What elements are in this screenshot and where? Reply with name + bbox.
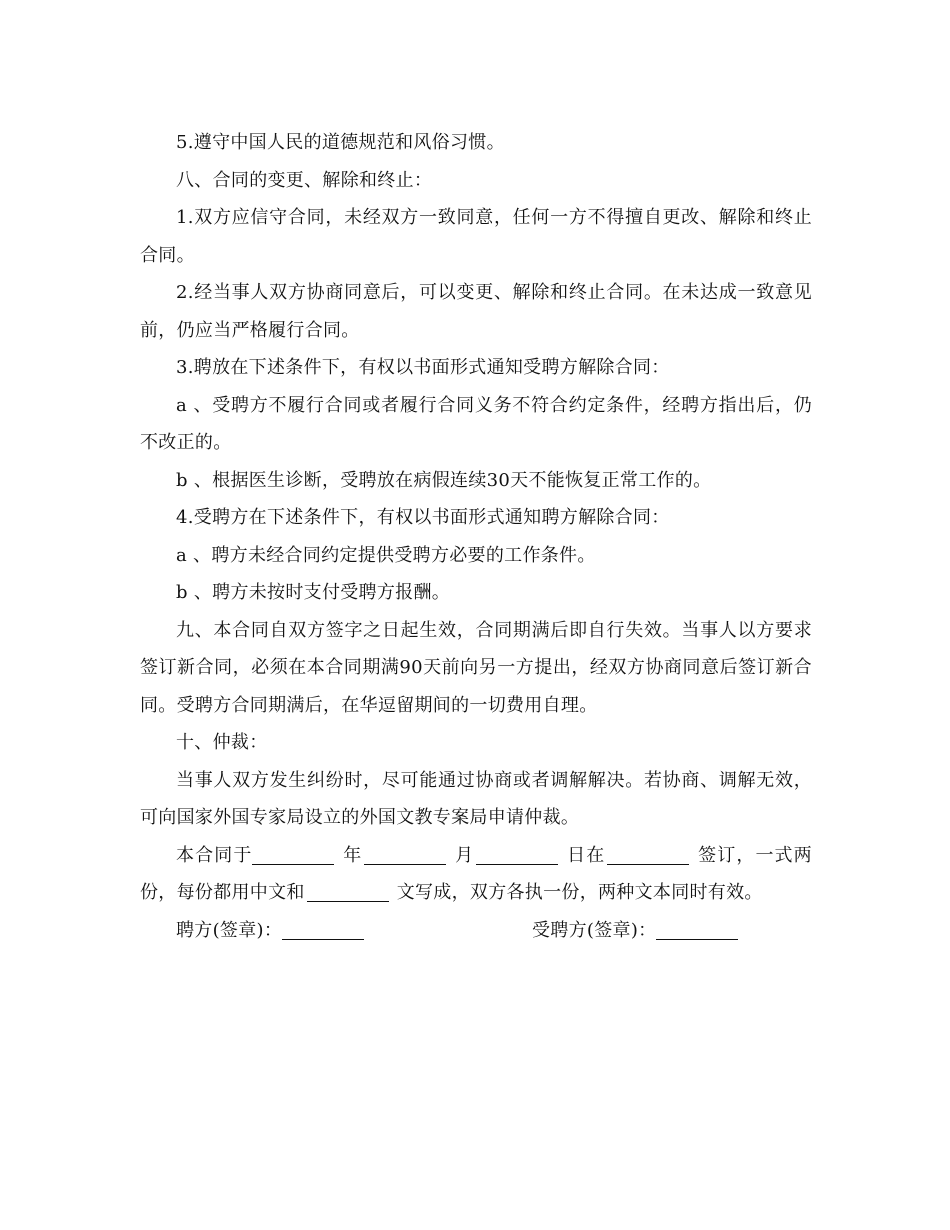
employer-signature [176,920,372,941]
section-heading-10: 十、仲裁： [176,732,268,753]
paragraph-clause-8-3-b: b 、根据医生诊断，受聘放在病假连续30天不能恢复正常工作的。 [176,469,712,491]
paragraph-arbitration: 当事人双方发生纠纷时，尽可能通过协商或者调解解决。若协商、调解无效，可向国家外国专家局设立的外国文教专案局申请仲裁。 [140,769,812,828]
year-blank [252,842,334,865]
employer-signature-blank [282,917,364,940]
section-heading-8: 八、合同的变更、解除和终止： [176,169,433,191]
month-blank [364,842,446,865]
place-blank [607,842,689,865]
closing-day-label: 日在 [566,844,606,866]
employee-signature-blank [656,917,738,940]
paragraph-clause-8-2: 2.经当事人双方协商同意后，可以变更、解除和终止合同。在未达成一致意见前，仍应当严格履行合同。 [140,282,812,341]
paragraph-clause-8-3-a: a 、受聘方不履行合同或者履行合同义务不符合约定条件，经聘方指出后，仍不改正的。 [140,394,812,453]
closing-month-label: 月 [454,844,475,866]
day-blank [476,842,558,865]
employee-signature [532,912,746,950]
closing-signed-text: 签订，一式两份，每份都用中文和 [140,844,812,903]
closing-prefix: 本合同于 [176,844,253,866]
employer-signature-label: 聘方(签章)： [176,919,283,941]
language-blank [307,879,389,902]
closing-paragraph [140,837,812,912]
signature-row [140,912,812,950]
document-body [140,124,812,949]
closing-year-label: 年 [342,844,363,866]
paragraph-clause-8-4-b: b 、聘方未按时支付受聘方报酬。 [176,582,451,603]
paragraph-clause-8-4: 4.受聘方在下述条件下，有权以书面形式通知聘方解除合同： [176,507,670,528]
paragraph-clause-8-3: 3.聘放在下述条件下，有权以书面形式通知受聘方解除合同： [176,357,670,378]
closing-written-text: 文写成，双方各执一份，两种文本同时有效。 [396,882,763,903]
paragraph-clause-8-4-a: a 、聘方未经合同约定提供受聘方必要的工作条件。 [176,544,596,566]
paragraph-clause-8-1: 1.双方应信守合同，未经双方一致同意，任何一方不得擅自更改、解除和终止合同。 [140,207,812,266]
employee-signature-label: 受聘方(签章)： [532,919,657,941]
paragraph-clause-7-5: 5.遵守中国人民的道德规范和风俗习惯。 [176,132,505,153]
section-clause-9: 九、本合同自双方签字之日起生效，合同期满后即自行失效。当事人以方要求签订新合同，必须在本合同期满90天前向另一方提出，经双方协商同意后签订新合同。受聘方合同期满后，在华逗留期间的一切费用自理。 [140,619,812,716]
